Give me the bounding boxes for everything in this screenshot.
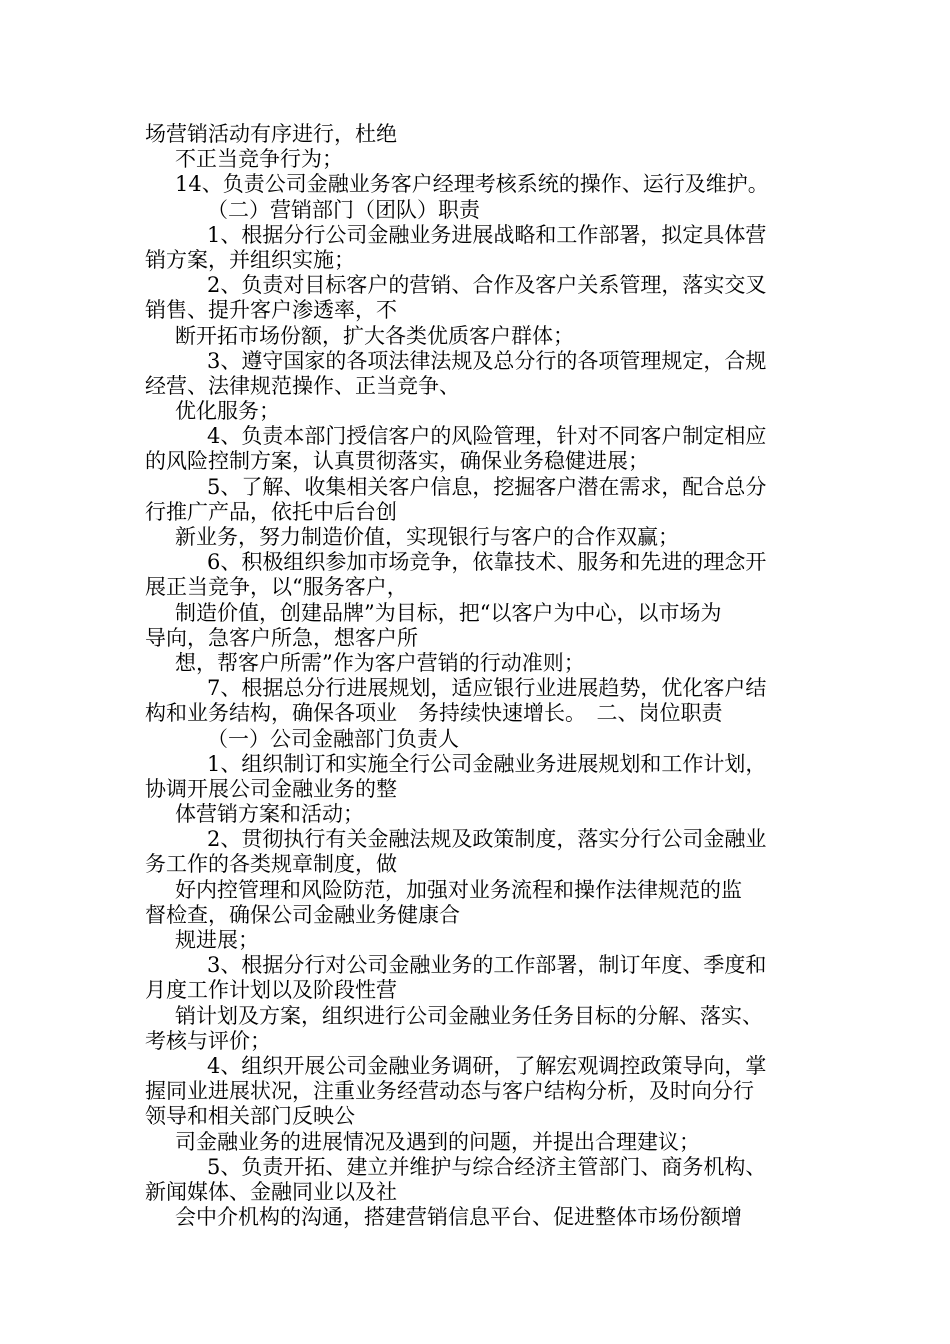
text-line: 销方案，并组织实施；: [145, 247, 355, 272]
text-line: 场营销活动有序进行，杜绝: [145, 122, 397, 146]
text-line: 握同业进展状况，注重业务经营动态与客户结构分析，及时向分行: [145, 1079, 754, 1104]
text-line: 5、了解、收集相关客户信息，挖掘客户潜在需求，配合总分: [207, 474, 767, 499]
text-line: 销售、提升客户渗透率，不: [145, 298, 397, 323]
text-line: 6、积极组织参加市场竞争，依靠技术、服务和先进的理念开: [207, 550, 767, 575]
text-line: 断开拓市场份额，扩大各类优质客户群体；: [175, 323, 574, 348]
text-line: 督检查，确保公司金融业务健康合: [145, 902, 460, 927]
text-line: 14、负责公司金融业务客户经理考核系统的操作、运行及维护。: [175, 172, 769, 197]
text-line: 务工作的各类规章制度，做: [145, 852, 397, 877]
text-line: 4、组织开展公司金融业务调研，了解宏观调控政策导向，掌: [207, 1053, 767, 1078]
text-line: 展正当竞争，以“服务客户，: [145, 575, 408, 600]
text-line: 导向，急客户所急，想客户所: [145, 625, 418, 650]
text-line: 7、根据总分行进展规划，适应银行业进展趋势，优化客户结: [207, 676, 767, 701]
text-line: 会中介机构的沟通，搭建营销信息平台、促进整体市场份额增: [175, 1205, 742, 1230]
text-line: 不正当竞争行为；: [175, 147, 343, 172]
section-heading: （一）公司金融部门负责人: [207, 726, 459, 751]
text-line: 好内控管理和风险防范，加强对业务流程和操作法律规范的监: [175, 877, 742, 902]
text-line: 2、贯彻执行有关金融法规及政策制度，落实分行公司金融业: [207, 827, 767, 852]
text-line: 体营销方案和活动；: [175, 802, 364, 827]
text-line: 新业务，努力制造价值，实现银行与客户的合作双赢；: [175, 525, 679, 549]
text-line: 构和业务结构，确保各项业 务持续快速增长。 二、岗位职责: [145, 701, 723, 726]
text-line: 新闻媒体、金融同业以及社: [145, 1179, 397, 1204]
text-line: 行推广产品，依托中后台创: [145, 499, 397, 524]
text-line: 司金融业务的进展情况及遇到的问题，并提出合理建议；: [175, 1129, 700, 1154]
text-line: 制造价值，创建品牌”为目标，把“以客户为中心，以市场为: [175, 600, 722, 625]
text-line: 经营、法律规范操作、正当竞争、: [145, 373, 460, 398]
text-line: 1、根据分行公司金融业务进展战略和工作部署，拟定具体营: [207, 222, 767, 247]
text-line: 想，帮客户所需”作为客户营销的行动准则；: [175, 650, 585, 675]
section-heading: （二）营销部门（团队）职责: [207, 197, 480, 222]
text-line: 销计划及方案，组织进行公司金融业务任务目标的分解、落实、: [175, 1003, 763, 1028]
text-line: 月度工作计划以及阶段性营: [145, 978, 397, 1003]
text-line: 考核与评价；: [145, 1028, 271, 1053]
text-line: 1、组织制订和实施全行公司金融业务进展规划和工作计划，: [207, 751, 767, 776]
text-line: 2、负责对目标客户的营销、合作及客户关系管理，落实交叉: [207, 273, 767, 298]
text-line: 3、遵守国家的各项法律法规及总分行的各项管理规定，合规: [207, 348, 767, 373]
text-line: 4、负责本部门授信客户的风险管理，针对不同客户制定相应: [207, 424, 767, 449]
text-line: 规进展；: [175, 928, 259, 952]
text-line: 优化服务；: [175, 399, 280, 424]
text-line: 领导和相关部门反映公: [145, 1104, 355, 1129]
text-line: 3、根据分行对公司金融业务的工作部署，制订年度、季度和: [207, 953, 767, 978]
text-line: 协调开展公司金融业务的整: [145, 776, 397, 801]
text-line: 的风险控制方案，认真贯彻落实，确保业务稳健进展；: [145, 449, 649, 474]
text-line: 5、负责开拓、建立并维护与综合经济主管部门、商务机构、: [207, 1154, 767, 1179]
body-text: [145, 122, 835, 1230]
